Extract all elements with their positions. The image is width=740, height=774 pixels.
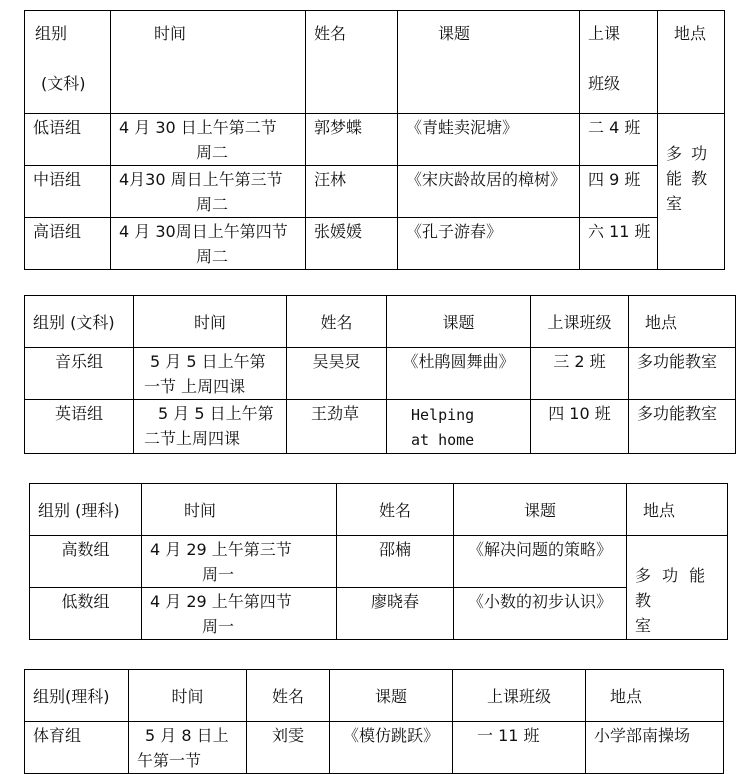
header-class: 上课班级: [453, 670, 586, 722]
cell-time: [129, 722, 247, 774]
cell-place: [658, 114, 725, 270]
cell-name: 邵楠: [337, 536, 454, 588]
cell-name: 廖晓春: [337, 588, 454, 640]
table-row: [25, 722, 724, 774]
header-place: 地点: [627, 484, 728, 536]
cell-group: 低数组: [30, 588, 142, 640]
header-topic-label: 课题: [438, 24, 471, 43]
cell-class: 四 10 班: [531, 400, 629, 454]
cell-group: 体育组: [25, 722, 129, 774]
cell-group: 高语组: [25, 218, 111, 270]
table-header-row: [30, 484, 728, 536]
cell-time-line1: 4 月 29 上午第三节: [150, 540, 292, 559]
cell-time-line2: 周二: [195, 143, 228, 162]
cell-time-line1: 4月30 周日上午第三节: [119, 170, 283, 189]
cell-time: [142, 536, 337, 588]
table-row: [25, 348, 736, 400]
header-class: 上课班级: [531, 296, 629, 348]
cell-time: [111, 114, 306, 166]
cell-time: [111, 218, 306, 270]
cell-topic-line1: Helping: [411, 406, 475, 424]
header-name: [306, 11, 398, 114]
cell-time-line1: 5 月 8 日上: [145, 726, 229, 745]
cell-time-line2: 二节上周四课: [144, 429, 241, 448]
header-place: 地点: [586, 670, 724, 722]
schedule-table-liberal-arts-2: [24, 295, 736, 454]
header-class-line1: 上课: [588, 24, 621, 43]
header-name: 姓名: [287, 296, 387, 348]
cell-time-line2: 周一: [202, 617, 235, 636]
cell-name: 吴昊炅: [287, 348, 387, 400]
cell-topic: 《青蛙卖泥塘》: [398, 114, 580, 166]
header-topic: 课题: [454, 484, 627, 536]
header-group: 组别(理科): [25, 670, 129, 722]
cell-name: 郭梦蝶: [306, 114, 398, 166]
header-name-label: 姓名: [314, 24, 347, 43]
header-class-line2: 班级: [588, 74, 621, 93]
header-time: [111, 11, 306, 114]
header-topic: 课题: [387, 296, 531, 348]
cell-time-line1: 4 月 29 上午第四节: [150, 592, 292, 611]
cell-group: 英语组: [25, 400, 134, 454]
cell-time-line1: 5 月 5 日上午第: [150, 352, 266, 371]
cell-time: [111, 166, 306, 218]
header-place: [658, 11, 725, 114]
schedule-table-science-1: [29, 483, 728, 640]
table-row: [30, 588, 728, 640]
header-group: 组别 (理科): [30, 484, 142, 536]
header-time-label: 时间: [154, 24, 187, 43]
header-name: 姓名: [337, 484, 454, 536]
table-row: [25, 218, 725, 270]
header-group-line2: (文科): [41, 74, 86, 93]
table-row: [25, 166, 725, 218]
header-topic: 课题: [330, 670, 453, 722]
cell-place-line1: 多 功 能 教: [635, 566, 709, 610]
header-time: 时间: [129, 670, 247, 722]
header-group: [25, 11, 111, 114]
table-header-row: [25, 670, 724, 722]
cell-place: 多功能教室: [629, 400, 736, 454]
header-class: [580, 11, 658, 114]
cell-time-line2: 周一: [202, 565, 235, 584]
header-topic: [398, 11, 580, 114]
header-name: 姓名: [247, 670, 330, 722]
cell-group: 低语组: [25, 114, 111, 166]
cell-name: 刘雯: [247, 722, 330, 774]
cell-name: 张媛媛: [306, 218, 398, 270]
cell-time-line2: 周二: [195, 247, 228, 266]
cell-class: 六 11 班: [580, 218, 658, 270]
table-row: [25, 114, 725, 166]
table-row: [30, 536, 728, 588]
cell-place-line2: 能 教: [666, 169, 710, 188]
cell-topic: 《小数的初步认识》: [454, 588, 627, 640]
schedule-table-liberal-arts-1: [24, 10, 725, 270]
cell-time: [142, 588, 337, 640]
cell-group: 中语组: [25, 166, 111, 218]
cell-time-line1: 4 月 30 日上午第二节: [119, 118, 277, 137]
cell-group: 高数组: [30, 536, 142, 588]
cell-time-line2: 周二: [195, 195, 228, 214]
header-time: 时间: [142, 484, 337, 536]
header-group: 组别 (文科): [25, 296, 134, 348]
cell-place-line2: 室: [635, 616, 655, 635]
cell-time: [134, 348, 287, 400]
table-header-row: [25, 296, 736, 348]
cell-place-line1: 多 功: [666, 144, 710, 163]
cell-topic: 《宋庆龄故居的樟树》: [398, 166, 580, 218]
cell-class: 一 11 班: [453, 722, 586, 774]
cell-name: 汪林: [306, 166, 398, 218]
cell-time-line2: 午第一节: [137, 751, 202, 770]
cell-name: 王劲草: [287, 400, 387, 454]
cell-place: 多功能教室: [629, 348, 736, 400]
cell-place-line3: 室: [666, 194, 685, 213]
header-place-label: 地点: [674, 24, 707, 43]
cell-time-line2: 一节 上周四课: [144, 377, 246, 396]
cell-time-line1: 4 月 30周日上午第四节: [119, 222, 288, 241]
cell-class: 三 2 班: [531, 348, 629, 400]
cell-topic-line2: at home: [411, 431, 475, 449]
cell-time: [134, 400, 287, 454]
cell-class: 四 9 班: [580, 166, 658, 218]
cell-place: [627, 536, 728, 640]
cell-topic: 《杜鹃圆舞曲》: [387, 348, 531, 400]
header-group-line1: 组别: [35, 24, 68, 43]
header-place: 地点: [629, 296, 736, 348]
cell-topic: 《孔子游春》: [398, 218, 580, 270]
header-time: 时间: [134, 296, 287, 348]
cell-place: 小学部南操场: [586, 722, 724, 774]
cell-topic: 《解决问题的策略》: [454, 536, 627, 588]
cell-group: 音乐组: [25, 348, 134, 400]
cell-topic: 《模仿跳跃》: [330, 722, 453, 774]
schedule-table-science-2: [24, 669, 724, 774]
table-row: [25, 400, 736, 454]
cell-time-line1: 5 月 5 日上午第: [158, 404, 274, 423]
cell-class: 二 4 班: [580, 114, 658, 166]
cell-topic: [387, 400, 531, 454]
